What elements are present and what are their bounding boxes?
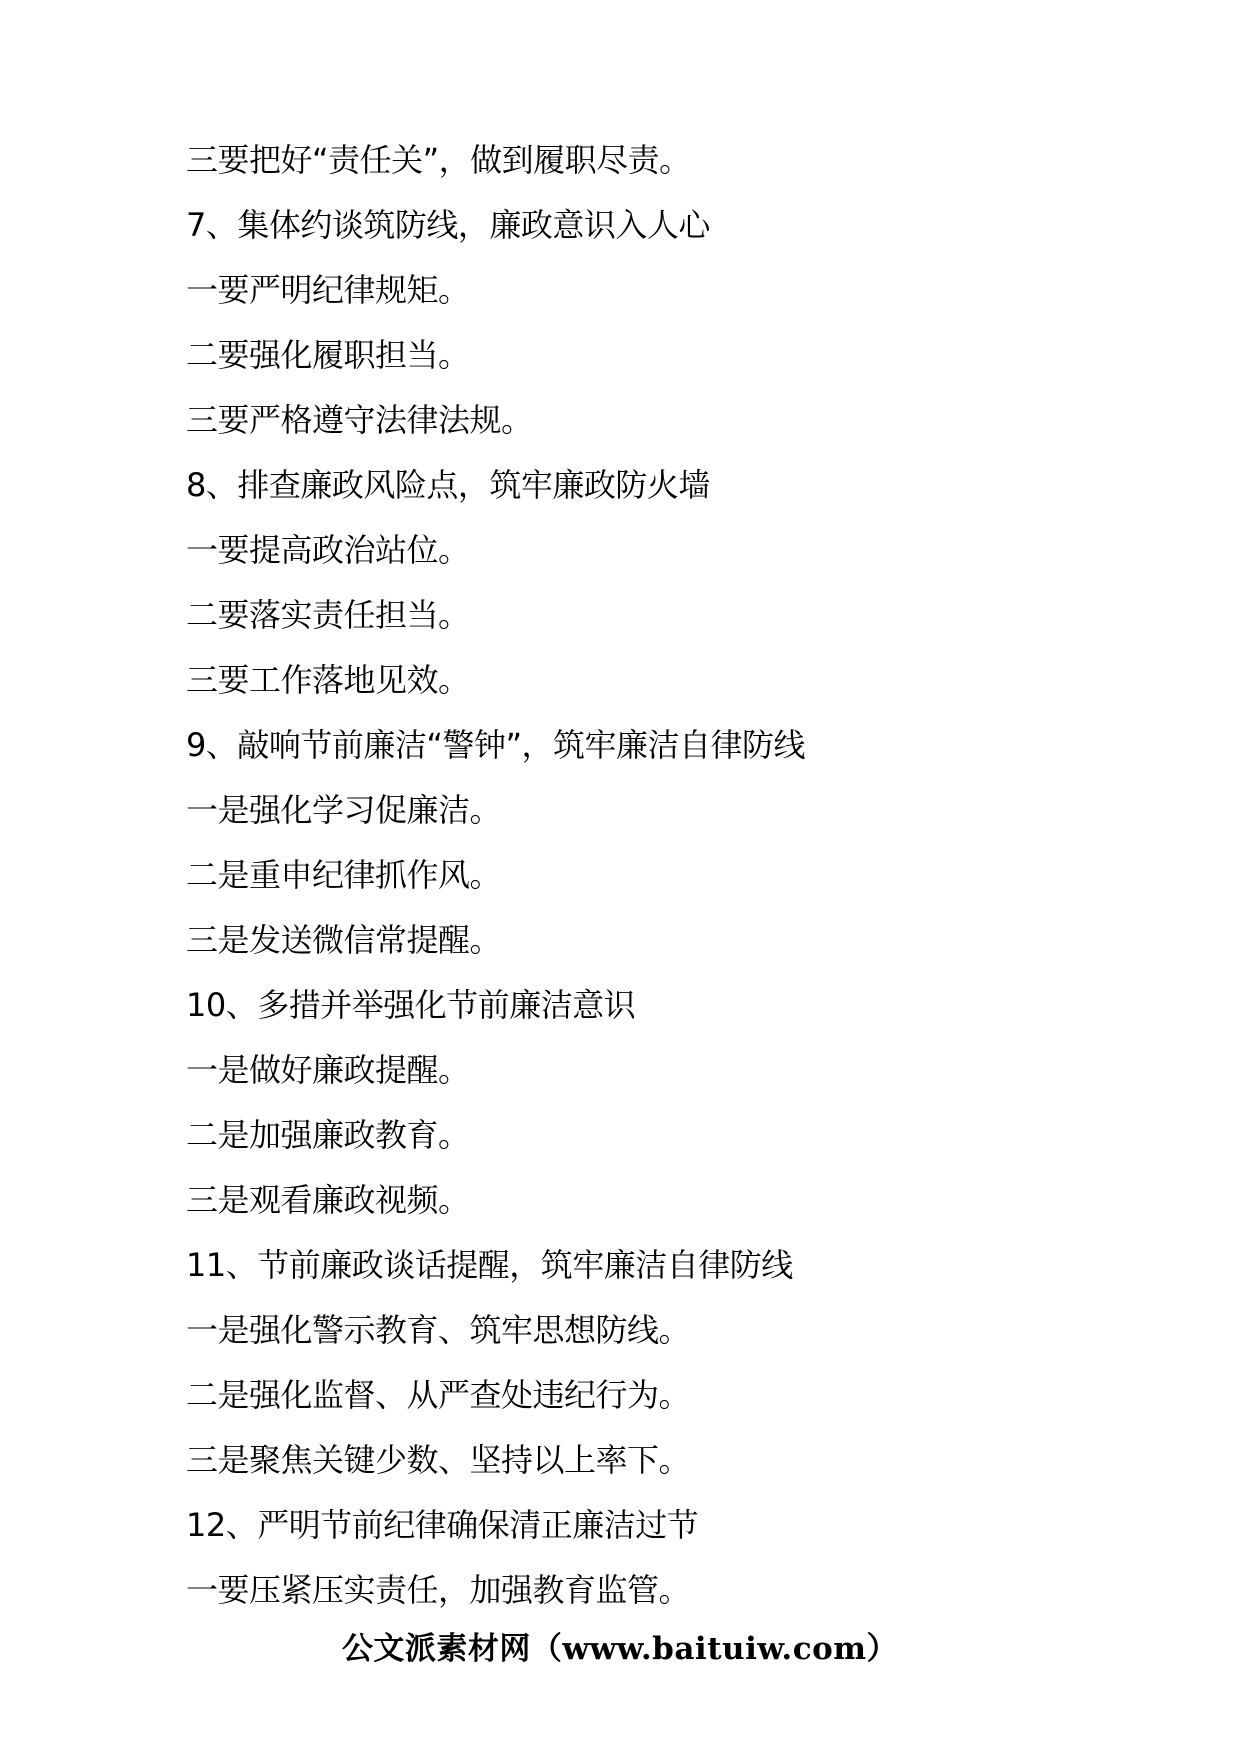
text-line: 二是加强廉政教育。 [186, 1116, 470, 1154]
text-line: 二要落实责任担当。 [186, 596, 470, 634]
section-heading-7: 7、集体约谈筑防线，廉政意识入人心 [186, 206, 710, 244]
section-heading-12: 12、严明节前纪律确保清正廉洁过节 [186, 1506, 699, 1544]
text-line: 二要强化履职担当。 [186, 336, 470, 374]
footer-watermark: 公文派素材网（www.baituiw.com） [341, 1631, 899, 1667]
section-heading-11: 11、节前廉政谈话提醒，筑牢廉洁自律防线 [186, 1246, 793, 1284]
text-line: 三要把好“责任关”，做到履职尽责。 [186, 141, 691, 179]
text-line: 一要严明纪律规矩。 [186, 271, 470, 309]
text-line: 一是做好廉政提醒。 [186, 1051, 470, 1089]
text-line: 二是强化监督、从严查处违纪行为。 [186, 1376, 691, 1414]
section-heading-9: 9、敲响节前廉洁“警钟”，筑牢廉洁自律防线 [186, 726, 806, 764]
text-line: 一要提高政治站位。 [186, 531, 470, 569]
text-line: 三要严格遵守法律法规。 [186, 401, 533, 439]
text-line: 二是重申纪律抓作风。 [186, 856, 502, 894]
section-heading-8: 8、排查廉政风险点，筑牢廉政防火墙 [186, 466, 710, 504]
document-body [186, 128, 1106, 1623]
text-line: 三是发送微信常提醒。 [186, 921, 502, 959]
text-line: 三是聚焦关键少数、坚持以上率下。 [186, 1441, 691, 1479]
text-line: 三是观看廉政视频。 [186, 1181, 470, 1219]
section-heading-10: 10、多措并举强化节前廉洁意识 [186, 986, 636, 1024]
text-line: 一要压紧压实责任，加强教育监管。 [186, 1571, 691, 1609]
text-line: 三要工作落地见效。 [186, 661, 470, 699]
text-line: 一是强化警示教育、筑牢思想防线。 [186, 1311, 691, 1349]
text-line: 一是强化学习促廉洁。 [186, 791, 502, 829]
